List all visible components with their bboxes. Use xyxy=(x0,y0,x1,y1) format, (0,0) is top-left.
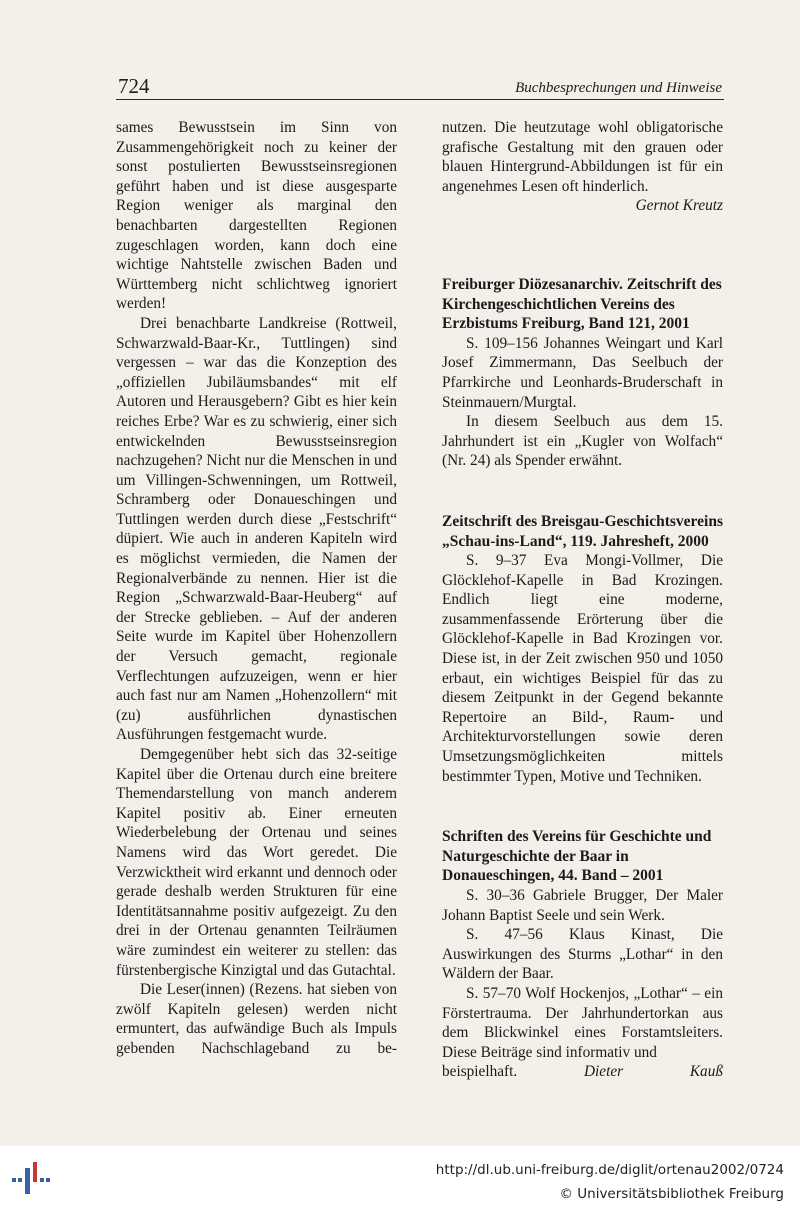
signature: Dieter Kauß xyxy=(583,1063,723,1081)
library-logo-icon xyxy=(12,1162,52,1198)
entry-heading: Zeitschrift des Breisgau-Geschichtsvereins „Schau-ins-Land“, 119. Jahresheft, 2000 xyxy=(442,512,723,550)
running-head: Buchbesprechungen und Hinweise xyxy=(515,80,722,96)
entry-heading: Freiburger Diözesanarchiv. Zeitschrift des Kirchengeschichtlichen Vereins des Erzbistums Freiburg, Band 121, 2001 xyxy=(442,275,722,333)
signature: Gernot Kreutz xyxy=(635,197,723,215)
copyright: © Universitätsbibliothek Freiburg xyxy=(559,1186,784,1202)
header-rule xyxy=(116,99,724,100)
page-number: 724 xyxy=(118,74,150,98)
paragraph: S. 30–36 Gabriele Brugger, Der Maler Johann Baptist Seele und sein Werk. xyxy=(442,887,723,924)
paragraph: S. 9–37 Eva Mongi-Vollmer, Die Glöcklehof-Kapelle in Bad Krozingen. Endlich liegt eine moderne, zusammenfassende Erörterung über die Glöcklehof-Kapelle in Bad Krozingen vor. Diese ist, in der Zeit zwischen 950 und 1050 erbaut, ein wichtiges Beispiel für das zu diesem Zeitpunkt in der Gegend bekannte Repertoire an Bild-, Raum- und Architekturvorstellungen sowie deren Umsetzungsmöglichkeiten mittels bestimmter Typen, Motive und Techniken. xyxy=(442,552,723,785)
paragraph: S. 57–70 Wolf Hockenjos, „Lothar“ – ein Förstertrauma. Der Jahrhundertorkan aus dem Blickwinkel eines Forstamtsleiters. Diese Beiträge sind informativ und xyxy=(442,984,723,1061)
text: beispielhaft. xyxy=(442,1063,518,1081)
paragraph: S. 47–56 Klaus Kinast, Die Auswirkungen des Sturms „Lothar“ in den Wäldern der Baar. xyxy=(442,926,723,983)
paragraph: Drei benachbarte Landkreise (Rottweil, Schwarzwald-Baar-Kr., Tuttlingen) sind vergessen – war das die Konzeption des „offiziellen Jubiläumsbandes“ mit elf Autoren und Herausgebern? Gibt es hier kein reiches Erbe? War es zu schwierig, einer sich entwickelnden Bewusstseinsregion nachzugehen? Nicht nur die Menschen in und um Villingen-Schwenningen, um Rottweil, Schramberg oder Donaueschingen und Tuttlingen werden durch diese „Festschrift“ düpiert. Wie auch in anderen Kapiteln wird es möglichst vermieden, die Namen der Regionalverbände zu nennen. Hier ist die Region „Schwarzwald-Baar-Heuberg“ auf der Strecke geblieben. – Auf der anderen Seite wurde im Kapitel über Hohenzollern der Versuch gemacht, regionale Verflechtungen aufzuzeigen, wenn er hier auch fast nur am Namen „Hohenzollern“ mit (zu) ausführlichen dynastischen Ausführungen festgemacht wurde. xyxy=(116,314,397,744)
paragraph: Demgegenüber hebt sich das 32-seitige Kapitel über die Ortenau durch eine breitere Themendarstellung von manch anderem Kapitel positiv ab. Einer erneuten Wiederbelebung der Ortenau und seines Namens wird das Wort geredet. Die Verzwicktheit wird erkannt und dennoch oder gerade deshalb werden Strukturen für eine Identitätsannahme positiv aufgezeigt. Zu den drei in der Ortenau genannten Teilräumen wäre zumindest ein weiterer zu stellen: das fürstenbergische Kinzigtal und das Gutachtal. xyxy=(116,746,397,979)
paragraph: sames Bewusstsein im Sinn von Zusammengehörigkeit noch zu keiner der sonst postulierten Bewusstseinsregionen geführt haben und ist diese ausgesparte Region weniger als marginal den benachbarten dargestellten Regionen zugeschlagen worden, kann doch eine wichtige Nahtstelle zwischen Baden und Württemberg nicht schlichtweg ignoriert werden! xyxy=(116,119,397,313)
paragraph: Die Leser(innen) (Rezens. hat sieben von zwölf Kapiteln gelesen) werden nicht ermuntert, das aufwändige Buch als Impuls gebenden Nachschlageband zu be- xyxy=(116,981,397,1057)
entry-heading: Schriften des Vereins für Geschichte und Naturgeschichte der Baar in Donaueschingen, 44. Band – 2001 xyxy=(442,828,712,885)
paragraph: nutzen. Die heutzutage wohl obligatorische grafische Gestaltung mit den grauen oder blauen Hintergrund-Abbildungen ist für ein angenehmes Lesen oft hinderlich. xyxy=(442,119,723,195)
paragraph: In diesem Seelbuch aus dem 15. Jahrhundert ist ein „Kugler von Wolfach“ (Nr. 24) als Spender erwähnt. xyxy=(442,413,723,470)
paragraph-end xyxy=(442,1062,723,1082)
right-column xyxy=(442,118,723,1082)
footer-bar xyxy=(0,1146,800,1212)
left-column xyxy=(116,118,397,1059)
source-url[interactable]: http://dl.ub.uni-freiburg.de/diglit/ortenau2002/0724 xyxy=(435,1162,784,1178)
paragraph: S. 109–156 Johannes Weingart und Karl Josef Zimmermann, Das Seelbuch der Pfarrkirche und Leonhards-Bruderschaft in Steinmauern/Murgtal. xyxy=(442,334,723,411)
